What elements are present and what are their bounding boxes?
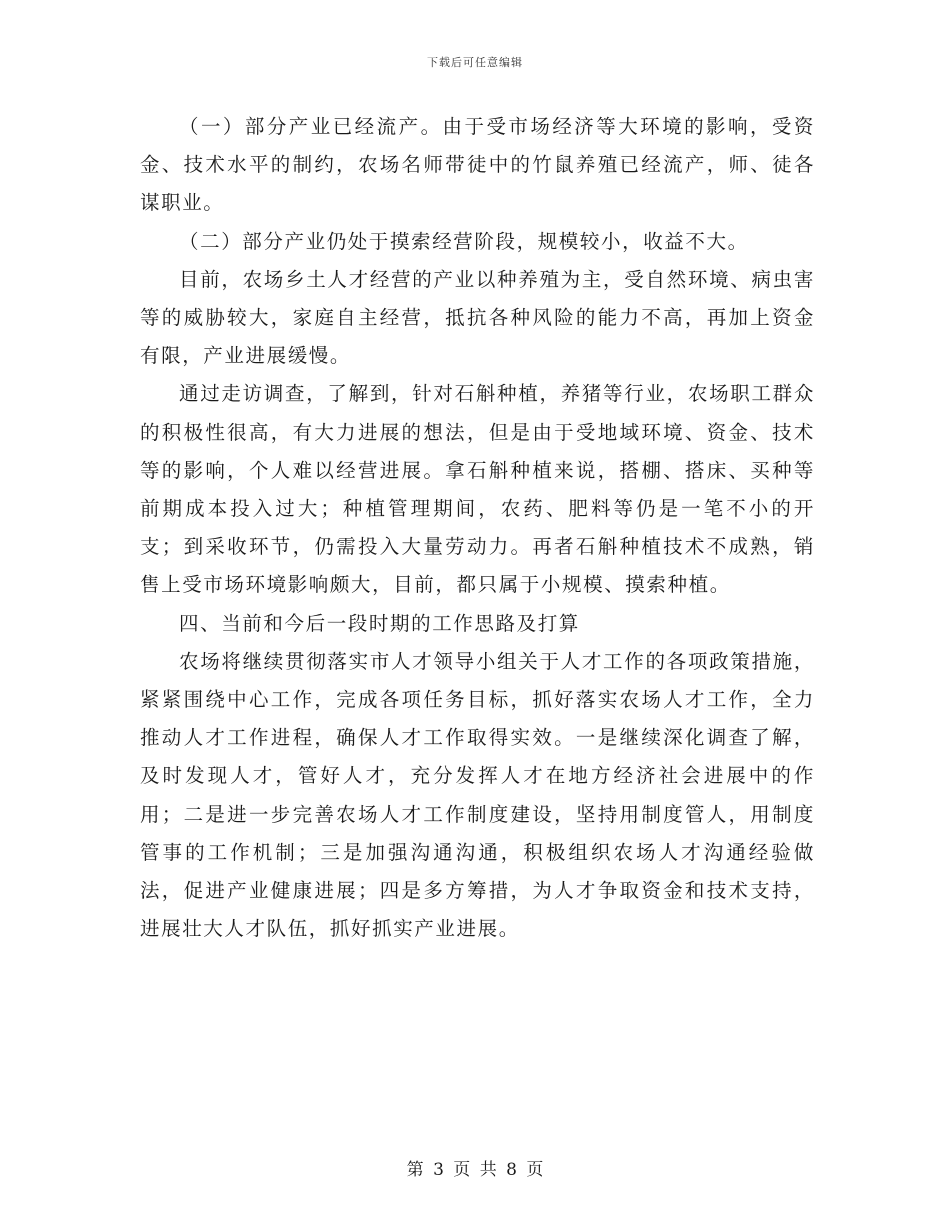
document-body (140, 108, 815, 948)
paragraph-2: （二）部分产业仍处于摸索经营阶段，规模较小，收益不大。 (179, 229, 749, 253)
page-footer: 第 3 页 共 8 页 (406, 1160, 544, 1180)
section-heading: 四、当前和今后一段时期的工作思路及打算 (179, 611, 580, 635)
paragraph-1: （一）部分产业已经流产。由于受市场经济等大环境的影响，受资金、技术水平的制约，农场名师带徒中的竹鼠养殖已经流产，师、徒各谋职业。 (140, 115, 815, 215)
paragraph-4: 通过走访调查，了解到，针对石斛种植，养猪等行业，农场职工群众的积极性很高，有大力进展的想法，但是由于受地域环境、资金、技术等的影响，个人难以经营进展。拿石斛种植来说，搭棚、搭床、买种等前期成本投入过大；种植管理期间，农药、肥料等仍是一笔不小的开支；到采收环节，仍需投入大量劳动力。再者石斛种植技术不成熟，销售上受市场环境影响颇大，目前，都只属于小规模、摸索种植。 (140, 382, 815, 597)
page-header: 下载后可任意编辑 (427, 56, 523, 69)
paragraph-5: 农场将继续贯彻落实市人才领导小组关于人才工作的各项政策措施，紧紧围绕中心工作，完成各项任务目标，抓好落实农场人才工作，全力推动人才工作进程，确保人才工作取得实效。一是继续深化调查了解，及时发现人才，管好人才，充分发挥人才在地方经济社会进展中的作用；二是进一步完善农场人才工作制度建设，坚持用制度管人，用制度管事的工作机制；三是加强沟通沟通，积极组织农场人才沟通经验做法，促进产业健康进展；四是多方筹措，为人才争取资金和技术支持，进展壮大人才队伍，抓好抓实产业进展。 (140, 649, 815, 941)
paragraph-3: 目前，农场乡土人才经营的产业以种养殖为主，受自然环境、病虫害等的威胁较大，家庭自主经营，抵抗各种风险的能力不高，再加上资金有限，产业进展缓慢。 (140, 267, 815, 368)
